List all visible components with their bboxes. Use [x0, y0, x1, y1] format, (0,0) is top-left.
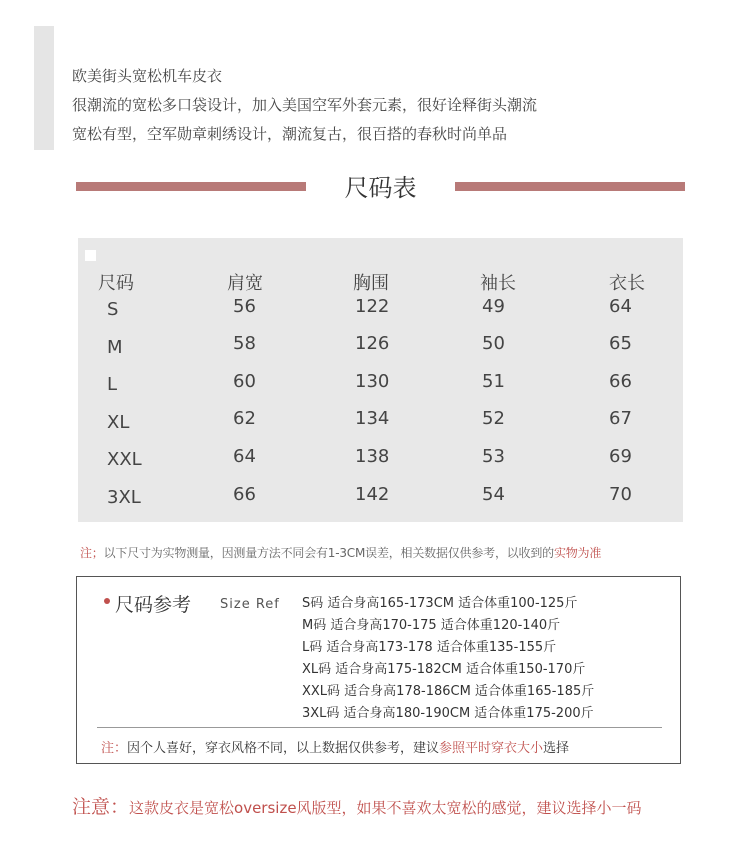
table-cell: 138 [355, 446, 390, 467]
size-ref-line: XL码 适合身高175-182CM 适合体重150-170斤 [302, 662, 586, 677]
intro-line: 欧美街头宽松机车皮衣 [72, 67, 223, 85]
ref-note-suffix: 选择 [543, 741, 570, 756]
size-chart-title: 尺码表 [344, 174, 417, 202]
table-cell-size: 3XL [107, 487, 141, 508]
size-ref-title: 尺码参考 [115, 594, 192, 616]
table-cell: 56 [233, 296, 256, 317]
table-cell-size: L [107, 374, 118, 395]
table-cell: 134 [355, 408, 390, 429]
size-ref-list [302, 596, 594, 728]
table-cell: 142 [355, 484, 390, 505]
size-ref-subtitle: Size Ref [220, 597, 280, 612]
size-ref-line: 3XL码 适合身高180-190CM 适合体重175-200斤 [302, 706, 594, 721]
size-ref-note [101, 737, 569, 756]
table-cell: 69 [609, 446, 632, 467]
table-header: 衣长 [609, 273, 645, 294]
note-highlight: 实物为准 [553, 546, 602, 560]
ref-note-prefix: 注： [101, 741, 128, 756]
attention-note [72, 792, 642, 819]
size-ref-line: L码 适合身高173-178 适合体重135-155斤 [302, 640, 557, 655]
title-divider-left [76, 182, 306, 191]
table-cell: 50 [482, 333, 505, 354]
size-ref-line: XXL码 适合身高178-186CM 适合体重165-185斤 [302, 684, 595, 699]
table-header: 尺码 [98, 273, 134, 294]
title-divider-right [455, 182, 685, 191]
table-header: 肩宽 [227, 273, 263, 294]
size-table [78, 238, 683, 522]
table-cell: 130 [355, 371, 390, 392]
table-cell: 64 [233, 446, 256, 467]
table-cell: 62 [233, 408, 256, 429]
table-cell-size: XXL [107, 449, 142, 470]
intro-line: 很潮流的宽松多口袋设计，加入美国空军外套元素，很好诠释街头潮流 [72, 96, 538, 114]
table-cell: 70 [609, 484, 632, 505]
note-prefix: 注； [80, 546, 104, 560]
table-header: 胸围 [353, 273, 389, 294]
table-cell: 51 [482, 371, 505, 392]
table-cell: 126 [355, 333, 390, 354]
size-ref-line: M码 适合身高170-175 适合体重120-140斤 [302, 618, 561, 633]
divider [97, 727, 662, 728]
attention-lead: 注意： [72, 796, 130, 818]
measurement-note [80, 544, 601, 561]
size-ref-line: S码 适合身高165-173CM 适合体重100-125斤 [302, 596, 578, 611]
ref-note-body: 因个人喜好，穿衣风格不同，以上数据仅供参考，建议 [127, 741, 440, 756]
table-cell-size: XL [107, 412, 130, 433]
table-cell: 58 [233, 333, 256, 354]
table-cell: 66 [233, 484, 256, 505]
table-cell: 66 [609, 371, 632, 392]
ref-note-highlight: 参照平时穿衣大小 [439, 741, 544, 756]
note-body: 以下尺寸为实物测量，因测量方法不同会有1-3CM误差，相关数据仅供参考，以收到的 [103, 546, 554, 560]
decorative-side-bar [34, 26, 54, 150]
table-cell-size: S [107, 299, 119, 320]
table-cell: 53 [482, 446, 505, 467]
table-cell-size: M [107, 337, 123, 358]
size-reference-box [76, 576, 681, 764]
table-cell: 49 [482, 296, 505, 317]
intro-line: 宽松有型，空军勋章刺绣设计，潮流复古，很百搭的春秋时尚单品 [72, 125, 508, 143]
bullet-dot-icon [104, 598, 110, 604]
table-cell: 52 [482, 408, 505, 429]
table-cell: 64 [609, 296, 632, 317]
checkbox-icon [85, 250, 96, 261]
table-cell: 65 [609, 333, 632, 354]
table-cell: 54 [482, 484, 505, 505]
table-cell: 122 [355, 296, 390, 317]
attention-body: 这款皮衣是宽松oversize风版型，如果不喜欢太宽松的感觉，建议选择小一码 [129, 799, 642, 817]
table-cell: 67 [609, 408, 632, 429]
product-intro [72, 62, 537, 149]
table-header: 袖长 [480, 273, 516, 294]
table-cell: 60 [233, 371, 256, 392]
